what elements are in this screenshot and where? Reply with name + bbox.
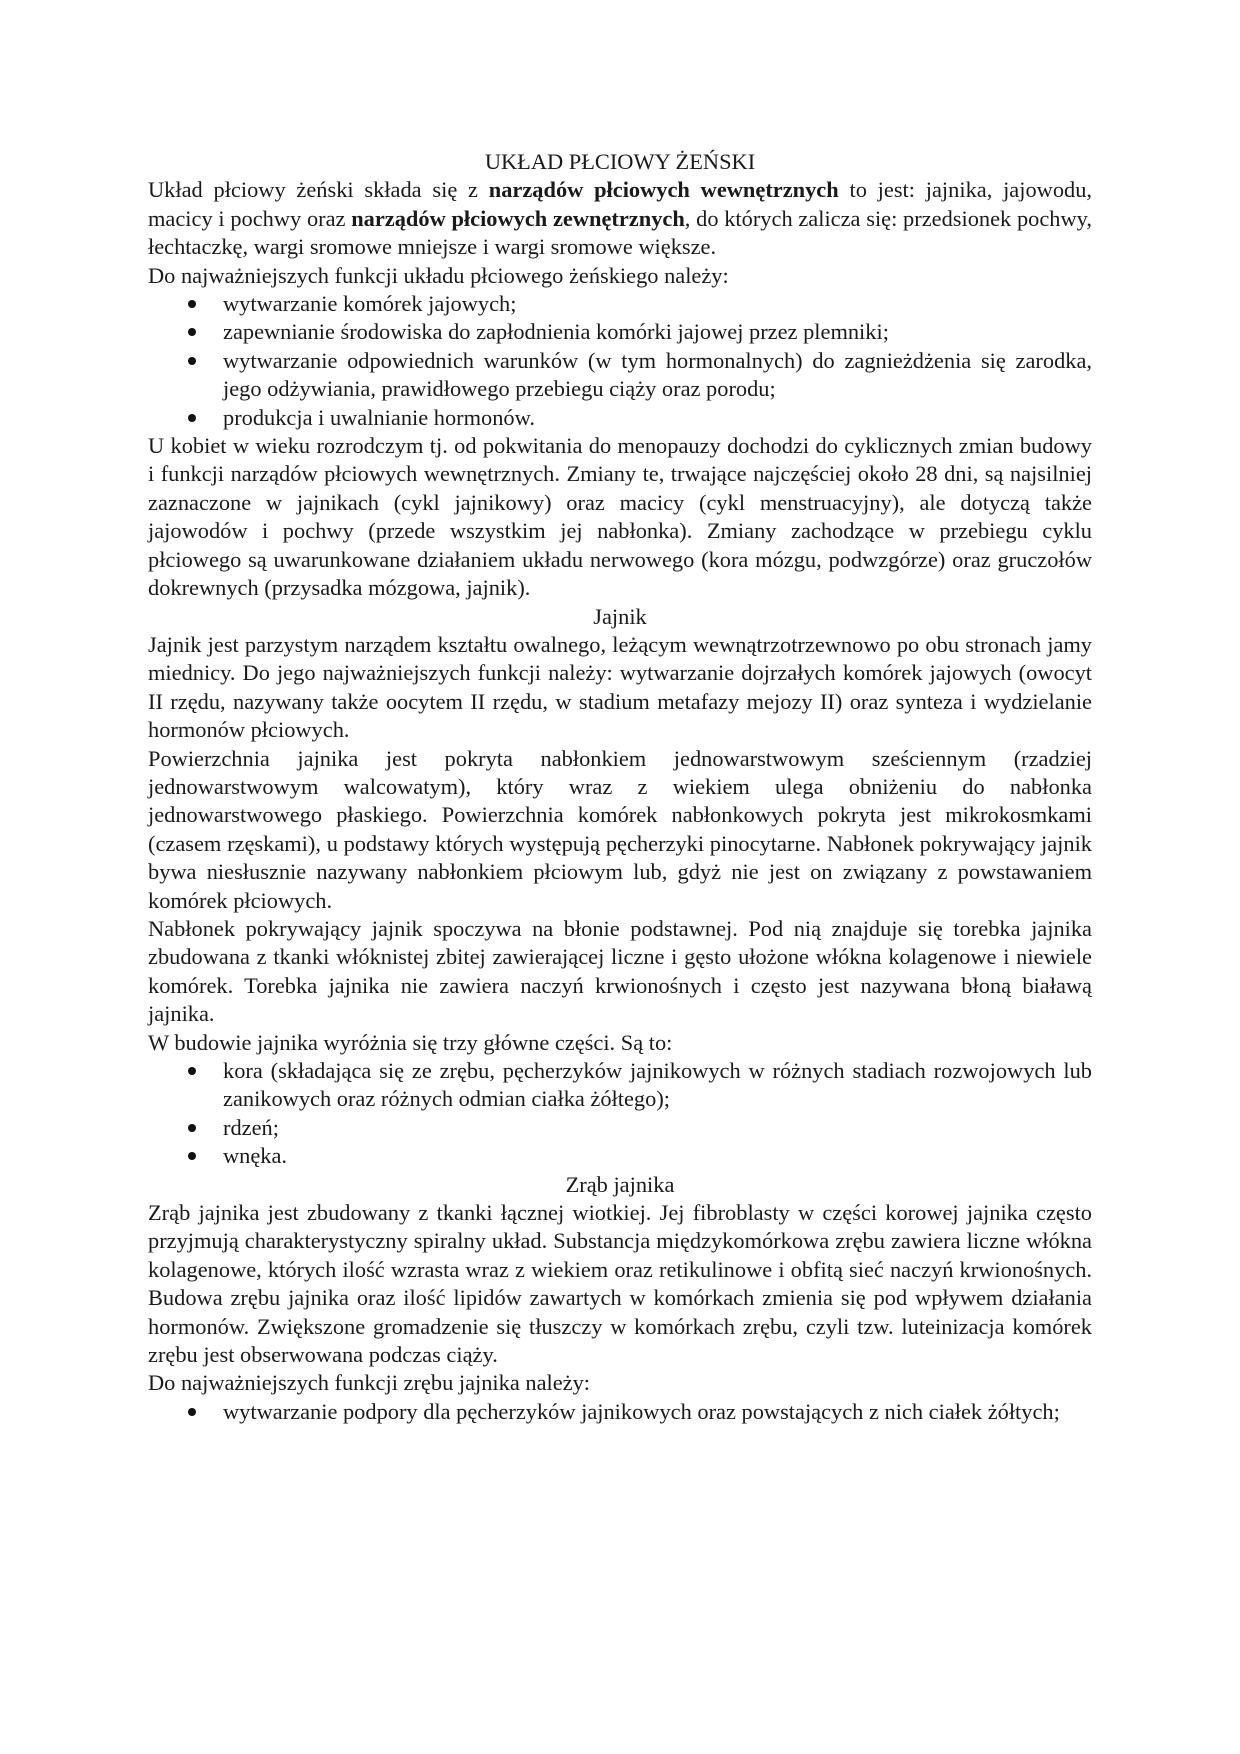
list-item: produkcja i uwalnianie hormonów. <box>148 404 1092 432</box>
section-heading-jajnik: Jajnik <box>593 603 647 629</box>
zrab-functions-list <box>148 1398 1092 1426</box>
jajnik-paragraph-1: Jajnik jest parzystym narządem kształtu owalnego, leżącym wewnątrzotrzewnowo po obu stronach jamy miednicy. Do jego najważniejszych funkcji należy: wytwarzanie dojrzałych komórek jajowych (owocyt II rzędu, nazywany także oocytem II rzędu, w stadium metafazy mejozy II) oraz synteza i wydzielanie hormonów płciowych. <box>148 631 1092 743</box>
list-item: wytwarzanie odpowiednich warunków (w tym hormonalnych) do zagnieżdżenia się zarodka, jego odżywiania, prawidłowego przebiegu ciąży oraz porodu; <box>148 347 1092 404</box>
parts-intro: W budowie jajnika wyróżnia się trzy główne części. Są to: <box>148 1029 673 1055</box>
list-item: wnęka. <box>148 1142 1092 1170</box>
document-page <box>148 148 1092 1426</box>
list-item: wytwarzanie podpory dla pęcherzyków jajnikowych oraz powstających z nich ciałek żółtych; <box>148 1398 1092 1426</box>
jajnik-paragraph-2: Powierzchnia jajnika jest pokryta nabłonkiem jednowarstwowym sześciennym (rzadziej jednowarstwowym walcowatym), który wraz z wiekiem ulega obniżeniu do nabłonka jednowarstwowego płaskiego. Powierzchnia komórek nabłonkowych pokryta jest mikrokosmkami (czasem rzęskami), u podstawy których występują pęcherzyki pinocytarne. Nabłonek pokrywający jajnik bywa niesłusznie nazywany nabłonkiem płciowym lub, gdyż nie jest on związany z powstawaniem komórek płciowych. <box>148 745 1092 913</box>
section-heading-zrab: Zrąb jajnika <box>565 1171 675 1197</box>
jajnik-paragraph-3: Nabłonek pokrywający jajnik spoczywa na błonie podstawnej. Pod nią znajduje się torebka jajnika zbudowana z tkanki włóknistej zbitej zawierającej liczne i gęsto ułożone włókna kolagenowe i niewiele komórek. Torebka jajnika nie zawiera naczyń krwionośnych i często jest nazywana błoną białawą jajnika. <box>148 915 1092 1027</box>
external-organs-term: narządów płciowych zewnętrznych <box>351 205 685 231</box>
zrab-functions-intro: Do najważniejszych funkcji zrębu jajnika należy: <box>148 1370 591 1396</box>
list-item: rdzeń; <box>148 1114 1092 1142</box>
list-item: zapewnianie środowiska do zapłodnienia komórki jajowej przez plemniki; <box>148 318 1092 346</box>
zrab-paragraph-1: Zrąb jajnika jest zbudowany z tkanki łącznej wiotkiej. Jej fibroblasty w części korowej jajnika często przyjmują charakterystyczny spiralny układ. Substancja międzykomórkowa zrębu zawiera liczne włókna kolagenowe, których ilość wzrasta wraz z wiekiem oraz retikulinowe i obfitą sieć naczyń krwionośnych. Budowa zrębu jajnika oraz ilość lipidów zawartych w komórkach zmienia się pod wpływem działania hormonów. Zwiększone gromadzenie się tłuszczy w komórkach zrębu, czyli tzw. luteinizacja komórek zrębu jest obserwowana podczas ciąży. <box>148 1200 1092 1368</box>
list-item: kora (składająca się ze zrębu, pęcherzyków jajnikowych w różnych stadiach rozwojowych lub zanikowych oraz różnych odmian ciałka żółtego); <box>148 1057 1092 1114</box>
parts-list <box>148 1057 1092 1171</box>
internal-organs-term: narządów płciowych wewnętrznych <box>488 177 839 203</box>
document-title: UKŁAD PŁCIOWY ŻEŃSKI <box>484 149 756 174</box>
functions-intro: Do najważniejszych funkcji układu płciowego żeńskiego należy: <box>148 262 729 288</box>
intro-paragraph: Układ płciowy żeński składa się z narządów płciowych wewnętrznych to jest: jajnika, jajowodu, macicy i pochwy oraz narządów płciowych zewnętrznych, do których zalicza się: przedsionek pochwy, łechtaczkę, wargi sromowe mniejsze i wargi sromowe większe. <box>148 177 1093 260</box>
functions-list <box>148 290 1092 432</box>
cycle-paragraph: U kobiet w wieku rozrodczym tj. od pokwitania do menopauzy dochodzi do cyklicznych zmian budowy i funkcji narządów płciowych wewnętrznych. Zmiany te, trwające najczęściej około 28 dni, są najsilniej zaznaczone w jajnikach (cykl jajnikowy) oraz macicy (cykl menstruacyjny), ale dotyczą także jajowodów i pochwy (przede wszystkim jej nabłonka). Zmiany zachodzące w przebiegu cyklu płciowego są uwarunkowane działaniem układu nerwowego (kora mózgu, podwzgórze) oraz gruczołów dokrewnych (przysadka mózgowa, jajnik). <box>148 433 1092 601</box>
list-item: wytwarzanie komórek jajowych; <box>148 290 1092 318</box>
